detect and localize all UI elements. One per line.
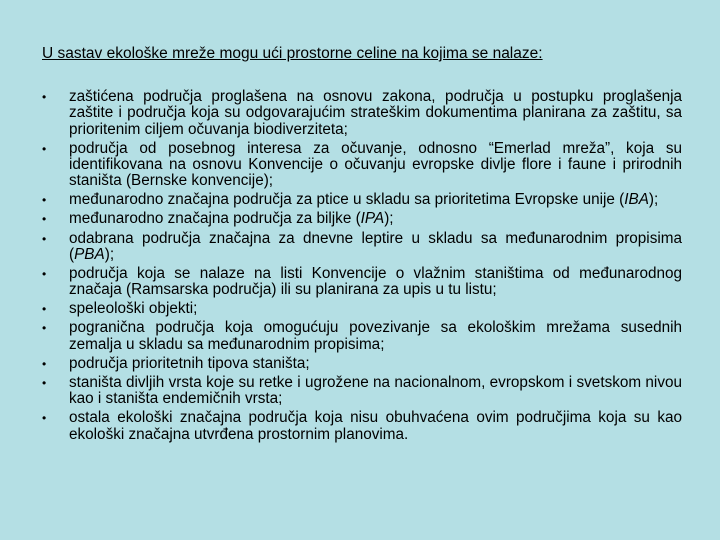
slide-heading: U sastav ekološke mreže mogu ući prostorne celine na kojima se nalaze: [42, 45, 543, 62]
list-item [42, 231, 682, 264]
bullet-icon: • [42, 411, 47, 426]
list-item-text: područja prioritetnih tipova staništa; [69, 354, 310, 372]
bullet-list [42, 89, 682, 446]
abbreviation: PBA [74, 245, 105, 263]
list-item-text: područja koja se nalaze na listi Konvencije o vlažnim staništima od međunarodnog značaja (Ramsarska područja) ili su planirana za upis u tu listu; [69, 264, 682, 299]
list-item [42, 266, 682, 299]
abbreviation: IBA [624, 191, 649, 209]
bullet-icon: • [42, 193, 47, 208]
list-item [42, 375, 682, 408]
list-item [42, 320, 682, 353]
bullet-icon: • [42, 141, 47, 156]
list-item-text: međunarodno značajna područja za biljke (IPA); [69, 210, 394, 228]
list-item-text: područja od posebnog interesa za očuvanje, odnosno “Emerlad mreža”, koja su identifikovana na osnovu Konvencije o očuvanju evropske divlje flore i faune i prirodnih staništa (Bernske konvencije); [69, 139, 682, 190]
list-item-text: pogranična područja koja omogućuju povezivanje sa ekološkim mrežama susednih zemalja u skladu sa međunarodnim propisima; [69, 319, 682, 353]
list-item [42, 211, 682, 227]
list-item-text: staništa divljih vrsta koje su retke i ugrožene na nacionalnom, evropskom i svetskom nivou kao i staništa endemičnih vrsta; [69, 373, 682, 408]
bullet-icon: • [42, 90, 47, 104]
bullet-icon: • [42, 266, 47, 281]
bullet-icon: • [42, 212, 47, 227]
list-item-text: zaštićena područja proglašena na osnovu zakona, područja u postupku proglašenja zaštite i područja koja su odgovarajućim strateškim dokumentima planirana za zaštitu, sa prioritenim ciljem očuvanja biodiverziteta; [69, 88, 682, 138]
bullet-icon: • [42, 231, 47, 246]
bullet-icon: • [42, 356, 47, 371]
list-item [42, 89, 682, 138]
list-item [42, 356, 682, 372]
bullet-icon: • [42, 302, 47, 317]
list-item [42, 192, 682, 208]
bullet-icon: • [42, 321, 47, 336]
list-item [42, 410, 682, 443]
list-item-text: međunarodno značajna područja za ptice u skladu sa prioritetima Evropske unije (IBA); [69, 191, 659, 209]
list-item [42, 301, 682, 317]
abbreviation: IPA [360, 210, 385, 228]
list-item-text: speleološki objekti; [69, 300, 198, 318]
list-item-text: odabrana područja značajna za dnevne leptire u skladu sa međunarodnim propisima (PBA); [69, 229, 682, 263]
bullet-icon: • [42, 375, 47, 390]
list-item [42, 141, 682, 190]
list-item-text: ostala ekološki značajna područja koja nisu obuhvaćena ovim područjima koja su kao ekološki značajna utvrđena prostornim planovima. [69, 409, 682, 443]
